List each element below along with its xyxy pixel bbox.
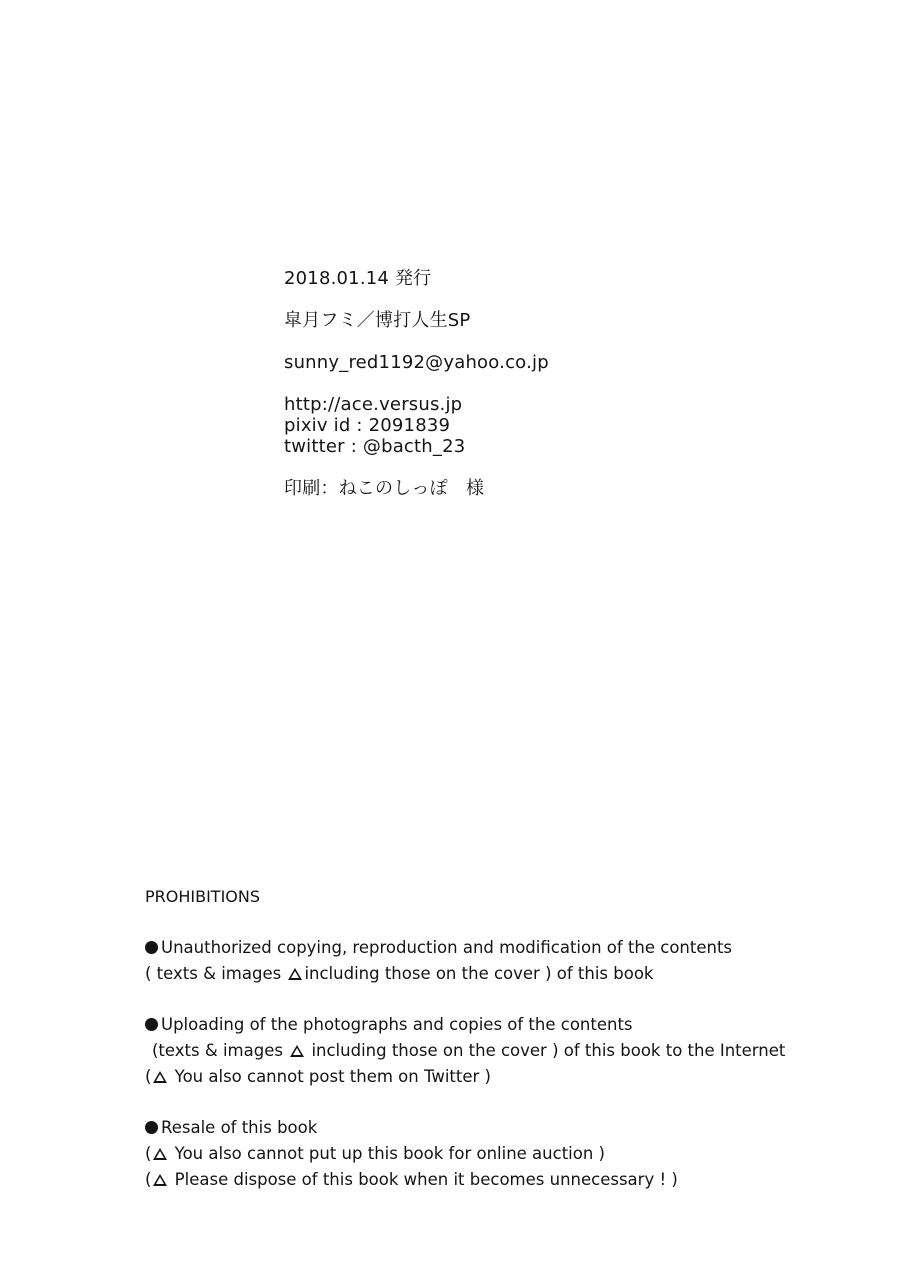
item1-line2-pre: ( texts & images — [145, 964, 287, 983]
item3-line3-post: Please dispose of this book when it becomes unnecessary ! ) — [169, 1170, 678, 1189]
prohibitions-title: PROHIBITIONS — [145, 887, 261, 906]
bullet-icon — [145, 1121, 158, 1134]
prohibition-item-copying — [145, 935, 865, 987]
colophon — [284, 268, 844, 499]
author-circle: 皐月フミ／博打人生SP — [284, 310, 471, 331]
item2-line3-pre: ( — [145, 1067, 152, 1086]
item2-line3-post: You also cannot post them on Twitter ) — [169, 1067, 491, 1086]
warning-icon — [290, 1045, 304, 1057]
item3-line3-pre: ( — [145, 1170, 152, 1189]
item3-line2-post: You also cannot put up this book for online auction ) — [169, 1144, 605, 1163]
item2-line1: Uploading of the photographs and copies of the contents — [161, 1015, 633, 1034]
contact-email: sunny_red1192@yahoo.co.jp — [284, 352, 549, 373]
item2-line2-post: including those on the cover ) of this book to the Internet — [306, 1041, 786, 1060]
pixiv-id: pixiv id : 2091839 — [284, 415, 451, 436]
prohibition-item-uploading — [145, 1012, 865, 1090]
prohibitions-section — [145, 884, 865, 1193]
issue-date: 2018.01.14 発行 — [284, 268, 432, 289]
bullet-icon — [145, 1018, 158, 1031]
item3-line1: Resale of this book — [161, 1118, 318, 1137]
item1-line1: Unauthorized copying, reproduction and modification of the contents — [161, 938, 733, 957]
item2-line2-pre: (texts & images — [152, 1041, 289, 1060]
item3-line2-pre: ( — [145, 1144, 152, 1163]
warning-icon — [288, 968, 302, 980]
bullet-icon — [145, 941, 158, 954]
prohibition-item-resale — [145, 1115, 865, 1193]
item1-line2-post: including those on the cover ) of this book — [304, 964, 654, 983]
warning-icon — [153, 1174, 167, 1186]
warning-icon — [153, 1071, 167, 1083]
website-url: http://ace.versus.jp — [284, 394, 463, 415]
warning-icon — [153, 1148, 167, 1160]
printer-credit: 印刷：ねこのしっぽ 様 — [284, 478, 485, 499]
twitter-handle: twitter : @bacth_23 — [284, 436, 466, 457]
